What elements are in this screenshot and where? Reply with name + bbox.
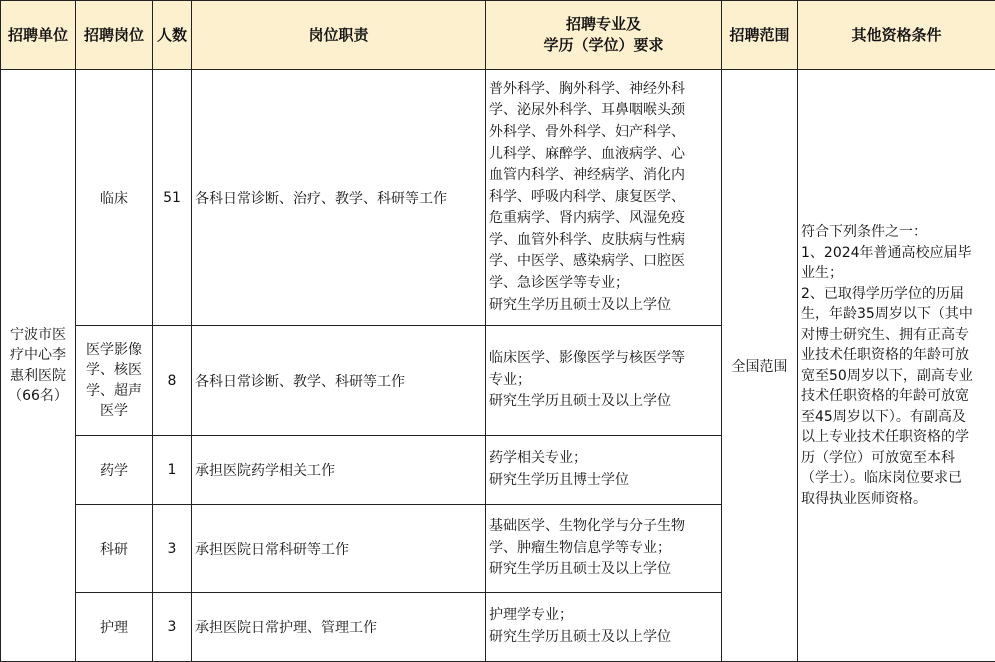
recruitment-range-cell: 全国范围: [722, 70, 798, 662]
unit-line: 惠利医院: [5, 366, 71, 387]
count-cell: 3: [153, 505, 192, 593]
qualification-line: 历（学位）可放宽至本科: [801, 448, 992, 469]
header-position: 招聘岗位: [76, 1, 153, 70]
requirement-cell: [486, 70, 722, 326]
qualification-line: 取得执业医师资格。: [801, 489, 992, 510]
count-cell: 8: [153, 326, 192, 436]
requirement-line: 研究生学历且硕士及以上学位: [489, 627, 718, 649]
unit-line: 宁波市医: [5, 325, 71, 346]
position-line: 学、超声: [80, 381, 148, 402]
position-line: 医学影像: [80, 340, 148, 361]
requirement-line: 研究生学历且硕士及以上学位: [489, 295, 718, 317]
unit-line: 疗中心李: [5, 345, 71, 366]
position-line: 临床: [80, 188, 148, 208]
header-other: 其他资格条件: [798, 1, 995, 70]
position-cell: [76, 505, 153, 593]
header-unit: 招聘单位: [1, 1, 76, 70]
duty-cell: 承担医院日常护理、管理工作: [192, 593, 486, 662]
requirement-line: 护理学专业；: [489, 605, 718, 627]
requirement-line: 基础医学、生物化学与分子生物: [489, 516, 718, 538]
requirement-line: 学、急诊医学等专业；: [489, 273, 718, 295]
qualification-line: 生，年龄35周岁以下（其中: [801, 304, 992, 325]
recruiting-unit-cell: [1, 70, 76, 662]
requirement-line: 血管内科学、神经病学、消化内: [489, 165, 718, 187]
requirement-line: 外科学、骨外科学、妇产科学、: [489, 122, 718, 144]
position-line: 科研: [80, 539, 148, 559]
count-cell: 51: [153, 70, 192, 326]
requirement-line: 研究生学历且博士学位: [489, 470, 718, 492]
requirement-line: 学、泌尿外科学、耳鼻咽喉头颈: [489, 100, 718, 122]
requirement-line: 科学、呼吸内科学、康复医学、: [489, 187, 718, 209]
count-cell: 3: [153, 593, 192, 662]
requirement-line: 学、肿瘤生物信息学等专业；: [489, 538, 718, 560]
duty-cell: 承担医院日常科研等工作: [192, 505, 486, 593]
position-cell: [76, 593, 153, 662]
position-cell: [76, 436, 153, 505]
requirement-line: 临床医学、影像医学与核医学等: [489, 348, 718, 370]
position-line: 护理: [80, 617, 148, 637]
unit-line: （66名）: [5, 386, 71, 407]
position-line: 医学: [80, 401, 148, 422]
position-line: 药学: [80, 460, 148, 480]
qualification-line: 宽至50周岁以下，副高专业: [801, 366, 992, 387]
header-row: [1, 1, 995, 70]
qualification-line: （学士）。临床岗位要求已: [801, 468, 992, 489]
qualification-cell: [798, 70, 995, 662]
header-count: 人数: [153, 1, 192, 70]
count-cell: 1: [153, 436, 192, 505]
requirement-cell: [486, 505, 722, 593]
qualification-line: 2、已取得学历学位的历届: [801, 284, 992, 305]
requirement-cell: [486, 436, 722, 505]
requirement-line: 儿科学、麻醉学、血液病学、心: [489, 144, 718, 166]
requirement-line: 学、中医学、感染病学、口腔医: [489, 251, 718, 273]
header-major-line: 招聘专业及: [490, 14, 717, 35]
requirement-cell: [486, 593, 722, 662]
qualification-line: 业生；: [801, 263, 992, 284]
requirement-line: 学、血管外科学、皮肤病与性病: [489, 230, 718, 252]
requirement-line: 药学相关专业；: [489, 448, 718, 470]
qualification-line: 对博士研究生、拥有正高专: [801, 325, 992, 346]
requirement-line: 研究生学历且硕士及以上学位: [489, 391, 718, 413]
qualification-line: 业技术任职资格的年龄可放: [801, 345, 992, 366]
requirement-line: 研究生学历且硕士及以上学位: [489, 559, 718, 581]
requirement-line: 危重病学、肾内病学、风湿免疫: [489, 208, 718, 230]
position-cell: [76, 326, 153, 436]
qualification-line: 至45周岁以下）。有副高及: [801, 407, 992, 428]
header-major: [486, 1, 722, 70]
qualification-line: 技术任职资格的年龄可放宽: [801, 386, 992, 407]
header-range: 招聘范围: [722, 1, 798, 70]
duty-cell: 承担医院药学相关工作: [192, 436, 486, 505]
position-line: 学、核医: [80, 360, 148, 381]
requirement-cell: [486, 326, 722, 436]
duty-cell: 各科日常诊断、教学、科研等工作: [192, 326, 486, 436]
qualification-line: 以上专业技术任职资格的学: [801, 427, 992, 448]
table-row: [1, 70, 995, 326]
duty-cell: 各科日常诊断、治疗、教学、科研等工作: [192, 70, 486, 326]
qualification-line: 符合下列条件之一：: [801, 222, 992, 243]
qualification-line: 1、2024年普通高校应届毕: [801, 243, 992, 264]
position-cell: [76, 70, 153, 326]
requirement-line: 普外科学、胸外科学、神经外科: [489, 79, 718, 101]
header-major-line: 学历（学位）要求: [490, 35, 717, 56]
header-duty: 岗位职责: [192, 1, 486, 70]
requirement-line: 专业；: [489, 370, 718, 392]
